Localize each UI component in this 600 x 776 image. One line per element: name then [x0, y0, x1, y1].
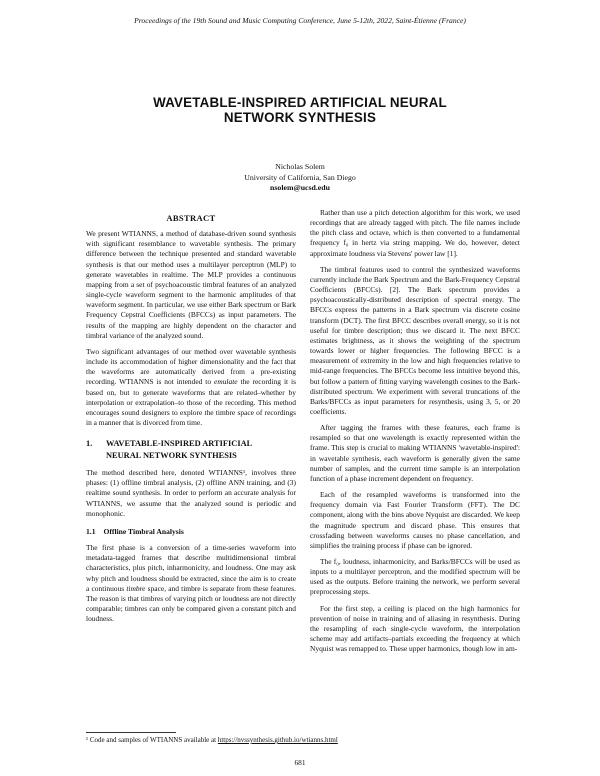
- author-name: Nicholas Solem: [275, 162, 325, 171]
- author-block: [150, 162, 450, 194]
- author-affiliation: University of California, San Diego: [244, 172, 356, 182]
- footnote-link[interactable]: https://nvssynthesis.github.io/wtianns.html: [217, 736, 338, 744]
- right-column: [310, 208, 520, 660]
- abstract-heading: ABSTRACT: [166, 213, 216, 223]
- section-1-title-a: WAVETABLE-INSPIRED ARTIFICIAL: [106, 439, 253, 449]
- footnote-text: ¹ Code and samples of WTIANNS available at: [86, 736, 218, 744]
- left-column: [86, 213, 296, 630]
- section-1-title-b: NEURAL NETWORK SYNTHESIS: [106, 451, 237, 461]
- paper-title: [60, 95, 540, 125]
- right-paragraph-4: Each of the resampled waveforms is transformed into the frequency domain via Fast Fourier Transform (FFT). The DC component, along with the bins above Nyquist are discarded. We keep the magnitude spectrum and discard phase. This ensures that crossfading between waveforms causes no phase cancellation, and simplifies the training process if phase can be ignored.: [310, 490, 520, 550]
- right-paragraph-6: For the first step, a ceiling is placed on the high harmonics for prevention of noise in training and of aliasing in resynthesis. During the resampling of each single-cycle waveform, the interpolation scheme may add artifacts–partials exceeding the frequency at which Nyquist was remapped to. These upper harmonics, though low in am-: [310, 603, 520, 654]
- right-paragraph-1: Rather than use a pitch detection algorithm for this work, we used recordings that are already tagged with pitch. The file names include the pitch class and octave, which is then converted to a fundamental frequency f₀ in hertz via string mapping. We do, however, detect approximate loudness via Stevens' power law [1].: [310, 208, 520, 258]
- abstract-paragraph-2: [86, 347, 296, 428]
- abstract-p2-part-a: Two significant advantages of our method over wavetable synthesis include its accommodation of higher dimensionality and the fact that the waveforms are automatically derived from a pre-existing recording. WTIANNS is not intended to: [86, 346, 296, 387]
- right-paragraph-3: After tagging the frames with these features, each frame is resampled so that one wavelength is exactly represented within the frame. This step is crucial to making WTIANNS 'wavetable-inspired': in wavetable synthesis, each waveform is generally given the same number of samples, and the current time sample is an interpolation function of a phase increment dependent on frequency.: [310, 423, 520, 483]
- abstract-paragraph-1: We present WTIANNS, a method of database-driven sound synthesis with significant resemblance to wavetable synthesis. The primary difference between the technique presented and standard wavetable synthesis is that our method uses a multilayer perceptron (MLP) to generate wavetables in realtime. The MLP provides a continuous mapping from a set of psychoacoustic timbral features of an analyzed single-cycle waveform segment to the harmonic amplitudes of that waveform segment. In particular, we use either Bark spectrum or Bark Frequency Cepstral Coefficients (BFCCs) as input parameters. The results of the mapping are highly dependent on the character and timbral variance of the analyzed sound.: [86, 229, 296, 340]
- author-email: nsolem@ucsd.edu: [270, 183, 330, 193]
- section-1-paragraph: The method described here, denoted WTIANNS¹, involves three phases: (1) offline timbral analysis, (2) offline ANN training, and (3) realtime sound synthesis. In order to perform an accurate analysis for WTIANNS, we assume that the analyzed sound is periodic and monophonic.: [86, 468, 296, 518]
- right-paragraph-2: The timbral features used to control the synthesized waveforms currently include the Bark Spectrum and the Bark-Frequency Cepstral Coefficients (BFCCs). [2]. The Bark spectrum provides a psychoacoustically-distributed description of spectral energy. The BFCCs express the patterns in a Bark spectrum via discrete cosine transform (DCT). The first BFCC describes overall energy, so it is not useful for timbre description; thus we discard it. The next BFCC estimates brightness, as it shows the weighting of the spectrum towards lower or higher frequencies. The following BFCC is a measurement of extremity in the low and high frequencies relative to mid-range frequencies. The BFCCs become less intuitive beyond this, but follow a pattern of fitting varying wavelength cosines to the Bark-distributed spectrum. We experiment with several truncations of the Barks/BFCCs as input parameters for resynthesis, using 3, 5, or 20 coefficients.: [310, 264, 520, 416]
- subsection-1-1-paragraph: [86, 543, 296, 624]
- running-header: Proceedings of the 19th Sound and Music Computing Conference, June 5-12th, 2022, Saint-Étienne (France): [134, 16, 466, 25]
- footnote-rule: [86, 732, 176, 733]
- subsection-1-1-title: Offline Timbral Analysis: [103, 526, 184, 536]
- sub11-emphasis: timbre: [126, 583, 146, 593]
- sub11-part-a: The first phase is a conversion of a time-series waveform into metadata-tagged frames that describe multidimensional timbral characteristics, plus pitch, inharmonicity, and loudness. One may ask why pitch and loudness should be extracted, since the aim is to create a continuous: [86, 543, 296, 593]
- subsection-1-1-heading: [86, 527, 296, 537]
- right-paragraph-5: The f₀, loudness, inharmonicity, and Barks/BFCCs will be used as inputs to a multilayer perceptron, and the modified spectrum will be used as the outputs. Before training the network, we perform several preprocessing steps.: [310, 557, 520, 597]
- title-line-2: NETWORK SYNTHESIS: [223, 110, 377, 125]
- title-line-1: WAVETABLE-INSPIRED ARTIFICIAL NEURAL: [153, 95, 447, 110]
- sub11-part-b: space, and timbre is separate from these features. The reason is that timbres of varying pitch or loudness are not directly comparable; timbres can only be compared given a constant pitch and loudness.: [86, 583, 296, 624]
- section-1-heading: [86, 438, 296, 462]
- section-1-number: 1.: [86, 439, 93, 449]
- footnote: [86, 736, 526, 744]
- page-number: 681: [294, 758, 306, 767]
- abstract-p2-part-b: the recording it is based on, but to generate waveforms that are related–whether by interpolation or extrapolation–to those of the recording. This method encourages sound designers to explore the timbre space of recordings in a manner that is divorced from time.: [86, 377, 296, 427]
- subsection-1-1-number: 1.1: [86, 526, 96, 536]
- abstract-p2-emphasis: emulate: [214, 377, 238, 387]
